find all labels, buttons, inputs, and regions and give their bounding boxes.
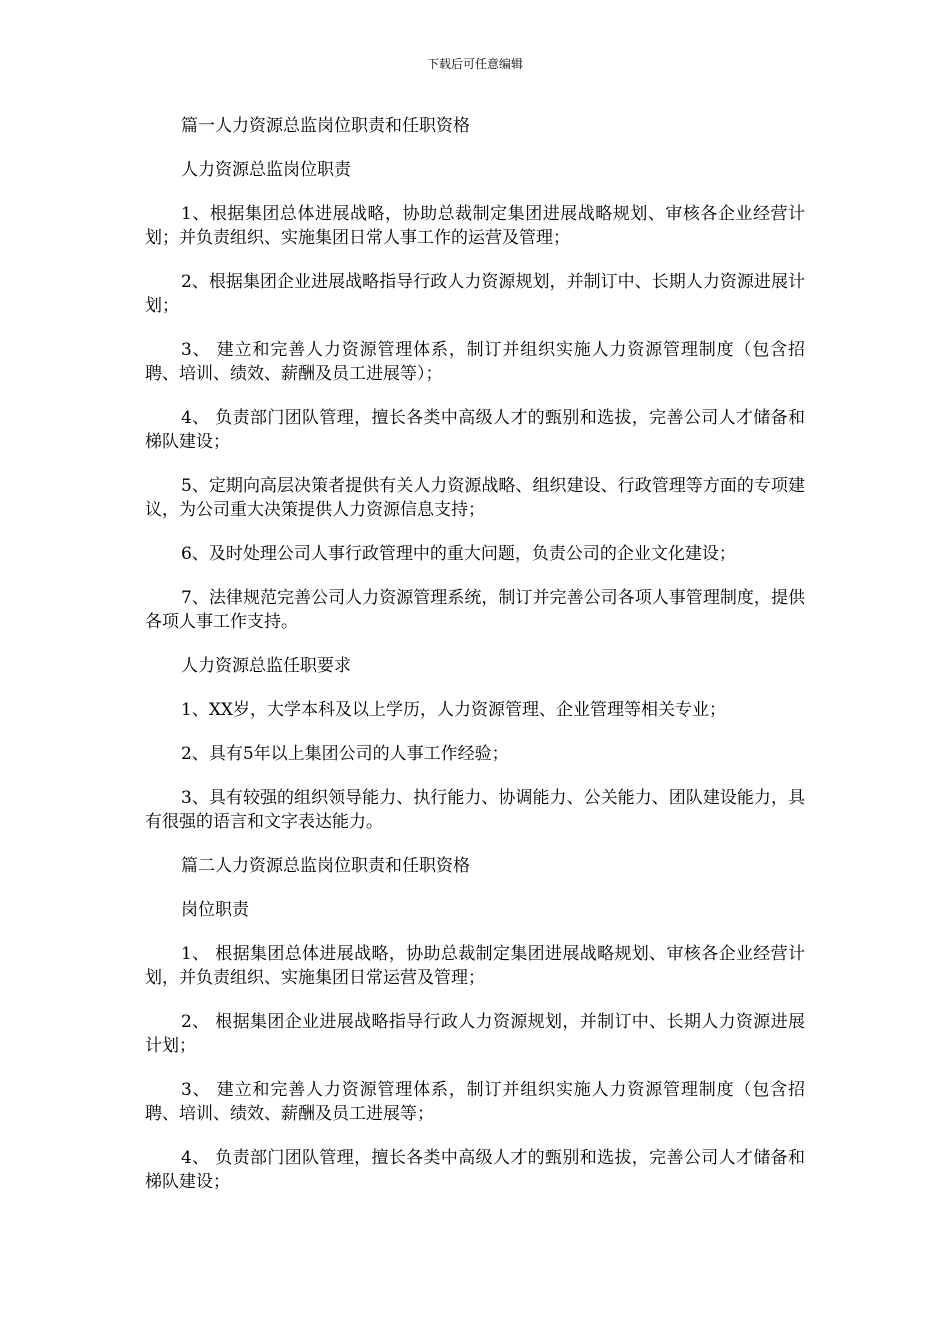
duty-item-5: 5、定期向高层决策者提供有关人力资源战略、组织建设、行政管理等方面的专项建议，为公司重大决策提供人力资源信息支持； <box>145 476 805 520</box>
duty-item-2: 2、根据集团企业进展战略指导行政人力资源规划，并制订中、长期人力资源进展计划； <box>145 272 805 316</box>
page-header: 下载后可任意编辑 <box>426 57 523 71</box>
duty-item-2-1: 1、 根据集团总体进展战略，协助总裁制定集团进展战略规划、审核各企业经营计划，并负责组织、实施集团日常运营及管理； <box>145 944 805 988</box>
duty-item-4: 4、 负责部门团队管理，擅长各类中高级人才的甄别和选拔，完善公司人才储备和梯队建设； <box>145 408 805 452</box>
requirement-item-3: 3、具有较强的组织领导能力、执行能力、协调能力、公关能力、团队建设能力，具有很强的语言和文字表达能力。 <box>145 788 805 832</box>
duty-item-1: 1、根据集团总体进展战略，协助总裁制定集团进展战略规划、审核各企业经营计划；并负责组织、实施集团日常人事工作的运营及管理； <box>145 204 805 248</box>
duty-item-6: 6、及时处理公司人事行政管理中的重大问题，负责公司的企业文化建设； <box>181 544 736 564</box>
document-body <box>145 114 805 1214</box>
duty-item-7: 7、法律规范完善公司人力资源管理系统，制订并完善公司各项人事管理制度，提供各项人事工作支持。 <box>145 588 805 632</box>
duty-item-2-3: 3、 建立和完善人力资源管理体系，制订并组织实施人力资源管理制度（包含招聘、培训、绩效、薪酬及员工进展等； <box>145 1080 805 1124</box>
subheading-requirements: 人力资源总监任职要求 <box>181 656 351 676</box>
duty-item-3: 3、 建立和完善人力资源管理体系，制订并组织实施人力资源管理制度（包含招聘、培训、绩效、薪酬及员工进展等）； <box>145 340 805 384</box>
section-title-2: 篇二人力资源总监岗位职责和任职资格 <box>181 856 470 876</box>
subheading-duties-1: 人力资源总监岗位职责 <box>181 160 351 180</box>
duty-item-2-2: 2、 根据集团企业进展战略指导行政人力资源规划，并制订中、长期人力资源进展计划； <box>145 1012 805 1056</box>
requirement-item-2: 2、具有5年以上集团公司的人事工作经验； <box>181 744 509 764</box>
requirement-item-1: 1、XX岁，大学本科及以上学历，人力资源管理、企业管理等相关专业； <box>181 700 727 720</box>
duty-item-2-4: 4、 负责部门团队管理，擅长各类中高级人才的甄别和选拔，完善公司人才储备和梯队建设； <box>145 1148 805 1192</box>
section-title-1: 篇一人力资源总监岗位职责和任职资格 <box>181 116 470 136</box>
subheading-duties-2: 岗位职责 <box>181 900 249 920</box>
